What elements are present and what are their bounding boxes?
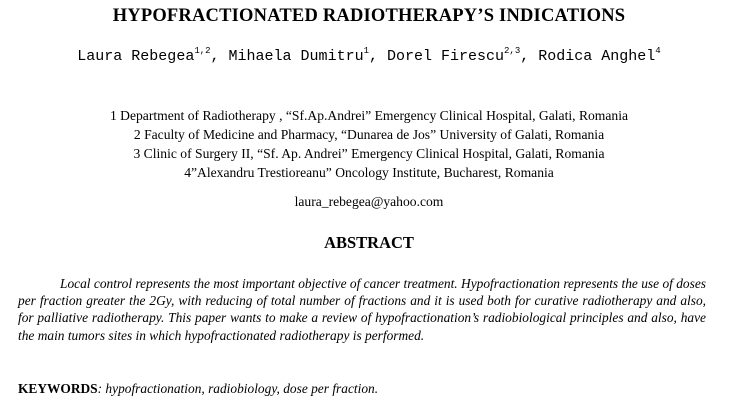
author-name: Mihaela Dumitru: [228, 48, 364, 65]
affiliation-line: 3 Clinic of Surgery II, “Sf. Ap. Andrei” Emergency Clinical Hospital, Galati, Romania: [133, 146, 605, 161]
author-separator: ,: [520, 48, 539, 65]
contact-email: laura_rebegea@yahoo.com: [294, 194, 444, 209]
author-affiliation-marker: 1,2: [194, 46, 211, 56]
author-separator: ,: [210, 48, 229, 65]
author-affiliation-marker: 1: [363, 46, 369, 56]
keywords-label: KEYWORDS: [18, 381, 98, 396]
author-affiliation-marker: 2,3: [504, 46, 521, 56]
author-affiliation-marker: 4: [655, 46, 661, 56]
paper-title: HYPOFRACTIONATED RADIOTHERAPY’S INDICATIONS: [112, 6, 626, 26]
keywords-text: : hypofractionation, radiobiology, dose per fraction.: [97, 381, 379, 396]
affiliation-list: [0, 106, 738, 182]
author-name: Rodica Anghel: [538, 48, 656, 65]
keywords-line: [18, 381, 718, 397]
abstract-heading: ABSTRACT: [324, 233, 414, 252]
author-list: [30, 46, 708, 68]
affiliation-line: 1 Department of Radiotherapy , “Sf.Ap.Andrei” Emergency Clinical Hospital, Galati, Romania: [109, 108, 629, 123]
author-name: Dorel Firescu: [387, 48, 505, 65]
abstract-text: Local control represents the most important objective of cancer treatment. Hypofractionation represents the use of doses per fraction greater the 2Gy, with reducing of total number of fractions and it is used both for curative radiotherapy and also, for palliative radiotherapy. This paper wants to make a review of hypofractionation’s radiobiological principles and also, have the main tumors sites in which hypofractionated radiotherapy is performed.: [18, 276, 706, 343]
affiliation-line: 4”Alexandru Trestioreanu” Oncology Institute, Bucharest, Romania: [184, 165, 554, 180]
author-name: Laura Rebegea: [77, 48, 195, 65]
affiliation-line: 2 Faculty of Medicine and Pharmacy, “Dunarea de Jos” University of Galati, Romania: [133, 127, 605, 142]
author-separator: ,: [368, 48, 387, 65]
